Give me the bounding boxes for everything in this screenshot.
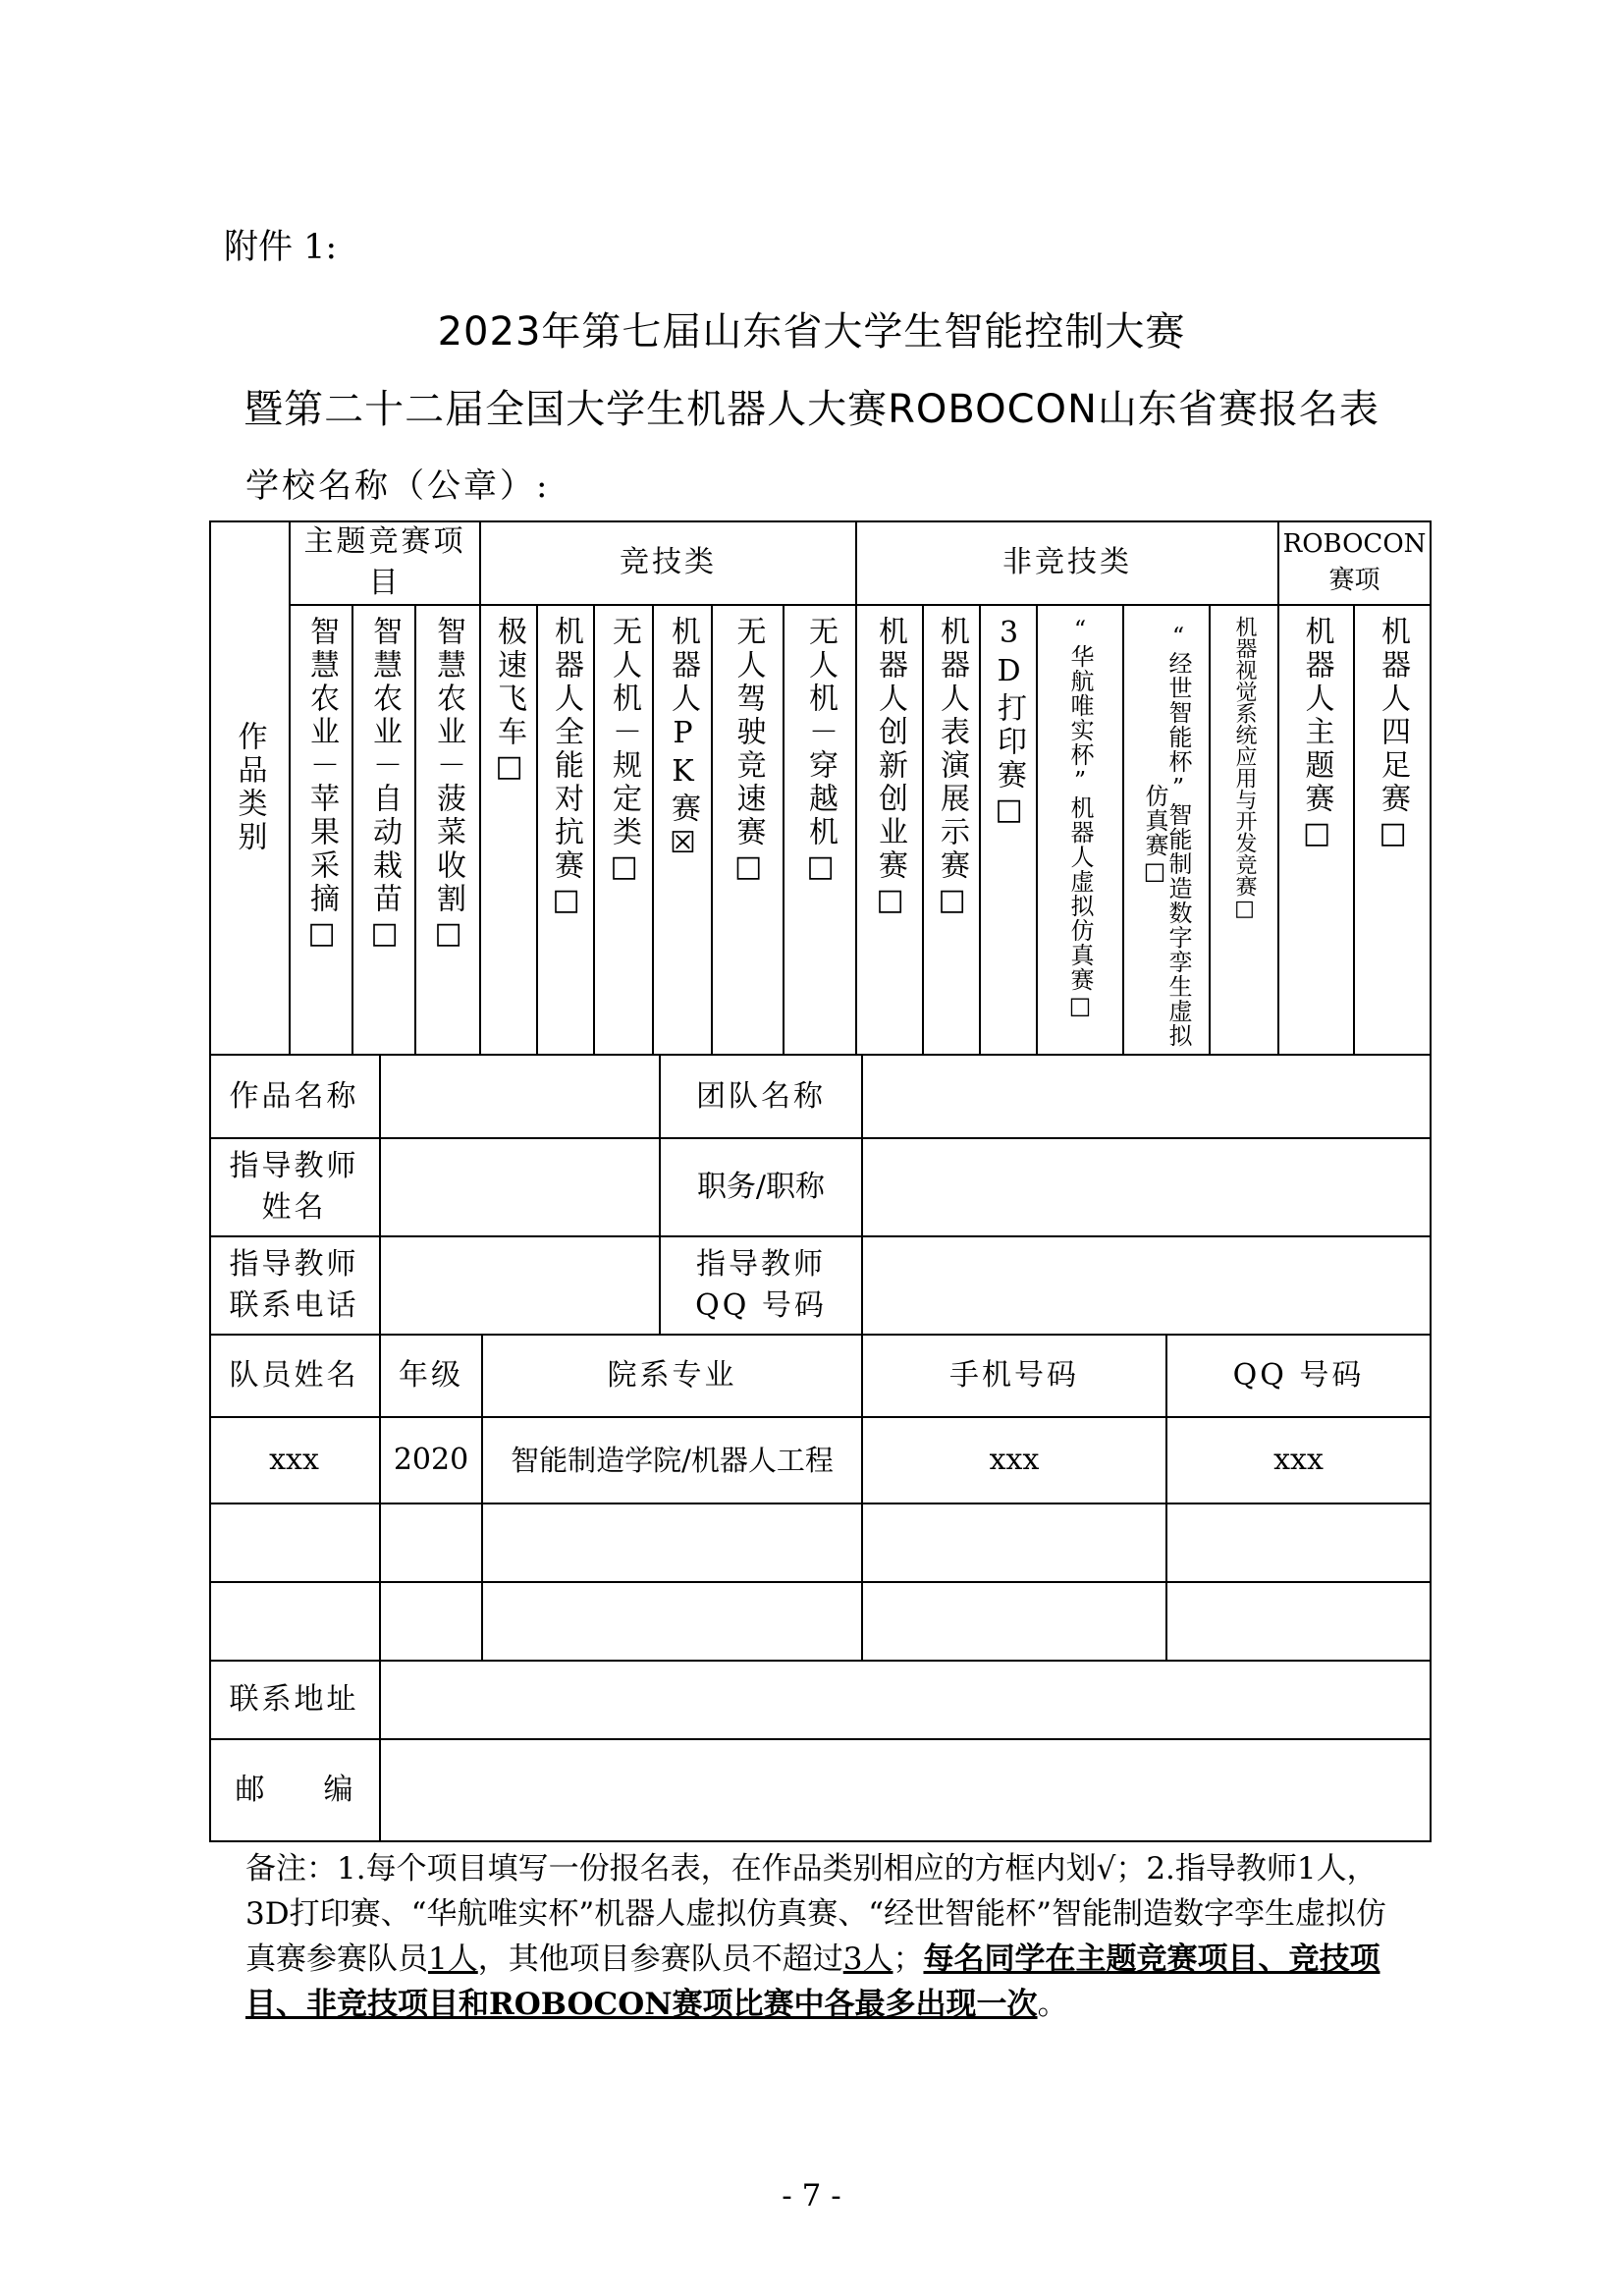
teacher-qq-label: 指导教师QQ 号码 — [661, 1237, 863, 1336]
group-competitive: 竞技类 — [481, 520, 857, 606]
member-grade-cell[interactable] — [381, 1583, 483, 1662]
member-phone-cell[interactable]: xxx — [863, 1418, 1167, 1504]
form-title-line2: 暨第二十二届全国大学生机器人大赛ROBOCON山东省赛报名表 — [243, 387, 1380, 432]
note-text — [245, 1846, 1394, 2027]
item-cell[interactable] — [713, 606, 784, 1056]
item-cell[interactable] — [291, 606, 353, 1056]
teacher-name-label: 指导教师姓名 — [209, 1139, 381, 1237]
item-quadruped: 机器人四足赛□ — [1376, 616, 1410, 854]
member-qq-cell[interactable] — [1167, 1504, 1432, 1583]
item-fpv-drone: 无人机－穿越机□ — [803, 616, 838, 888]
item-huahang-sim: “华航唯实杯”机器人虚拟仿真赛□ — [1066, 616, 1094, 1020]
teacher-phone-label: 指导教师联系电话 — [209, 1237, 381, 1336]
item-cell[interactable] — [1211, 606, 1279, 1056]
member-major-cell[interactable] — [483, 1583, 863, 1662]
team-name-label: 团队名称 — [661, 1056, 863, 1139]
work-name-label: 作品名称 — [209, 1056, 381, 1139]
member-grade-cell[interactable]: 2020 — [381, 1418, 483, 1504]
note-end: 。 — [1037, 1987, 1068, 2022]
item-cell[interactable] — [784, 606, 857, 1056]
category-label: 作品类别 — [232, 720, 267, 854]
item-driverless-racing: 无人驾驶竞速赛□ — [730, 616, 766, 888]
item-spinach-harvest: 智慧农业－菠菜收割□ — [431, 616, 465, 955]
item-cell[interactable] — [924, 606, 981, 1056]
teacher-name-input[interactable] — [381, 1139, 661, 1237]
member-grade-cell[interactable] — [381, 1504, 483, 1583]
member-qq-cell[interactable]: xxx — [1167, 1418, 1432, 1504]
item-robocon-theme: 机器人主题赛□ — [1299, 616, 1334, 854]
item-3d-printing: 3D打印赛□ — [992, 616, 1026, 831]
attachment-label: 附件 1: — [224, 228, 338, 267]
postcode-label: 邮 编 — [209, 1740, 381, 1842]
item-cell[interactable] — [416, 606, 481, 1056]
item-apple-picking: 智慧农业－苹果采摘□ — [304, 616, 339, 955]
member-header-major: 院系专业 — [483, 1336, 863, 1418]
work-name-input[interactable] — [381, 1056, 661, 1139]
member-header-phone: 手机号码 — [863, 1336, 1167, 1418]
note-bold-rule: 每名同学在主题竞赛项目、竞技项目、非竞技项目和ROBOCON赛项比赛中各最多出现一次 — [245, 1941, 1380, 2022]
teacher-qq-input[interactable] — [863, 1237, 1432, 1336]
item-performance-show: 机器人表演展示赛□ — [935, 616, 969, 921]
item-innovation-startup: 机器人创新创业赛□ — [873, 616, 907, 921]
note-three-person: 3人 — [842, 1941, 893, 1977]
member-header-qq: QQ 号码 — [1167, 1336, 1432, 1418]
item-robot-pk: 机器人PK赛☒ — [666, 616, 700, 864]
member-name-cell[interactable] — [209, 1504, 381, 1583]
item-speed-car: 极速飞车□ — [492, 616, 526, 788]
item-cell[interactable] — [1038, 606, 1124, 1056]
member-major-cell[interactable]: 智能制造学院/机器人工程 — [483, 1418, 863, 1504]
item-machine-vision: 机器视觉系统应用与开发竞赛□ — [1232, 616, 1257, 921]
school-name-label: 学校名称（公章）: — [245, 466, 551, 506]
item-cell[interactable] — [654, 606, 713, 1056]
team-name-input[interactable] — [863, 1056, 1432, 1139]
postcode-input[interactable] — [381, 1740, 1432, 1842]
item-cell[interactable] — [538, 606, 595, 1056]
item-cell[interactable] — [1355, 606, 1432, 1056]
item-cell[interactable] — [595, 606, 654, 1056]
item-drone-specified: 无人机－规定类□ — [607, 616, 641, 888]
registration-form-table — [209, 520, 1432, 1842]
item-auto-seedling: 智慧农业－自动栽苗□ — [367, 616, 402, 955]
note-one-person: 1人 — [428, 1941, 478, 1977]
item-cell[interactable] — [353, 606, 416, 1056]
job-title-label: 职务/职称 — [661, 1139, 863, 1237]
group-robocon: ROBOCON赛项 — [1279, 520, 1432, 606]
member-header-grade: 年级 — [381, 1336, 483, 1418]
member-header-name: 队员姓名 — [209, 1336, 381, 1418]
member-name-cell[interactable]: xxx — [209, 1418, 381, 1504]
member-phone-cell[interactable] — [863, 1583, 1167, 1662]
group-noncompetitive: 非竞技类 — [857, 520, 1279, 606]
item-cell[interactable] — [1279, 606, 1355, 1056]
member-qq-cell[interactable] — [1167, 1583, 1432, 1662]
note-part3: ； — [893, 1941, 924, 1977]
item-cell[interactable] — [857, 606, 924, 1056]
page-number: - 7 - — [782, 2178, 841, 2214]
member-major-cell[interactable] — [483, 1504, 863, 1583]
address-input[interactable] — [381, 1662, 1432, 1740]
address-label: 联系地址 — [209, 1662, 381, 1740]
form-title-line1: 2023年第七届山东省大学生智能控制大赛 — [437, 309, 1186, 355]
item-jingshi-digital-twin: “经世智能杯”智能制造数字孪生虚拟仿真赛□ — [1141, 622, 1192, 1048]
item-cell[interactable] — [1124, 606, 1211, 1056]
member-phone-cell[interactable] — [863, 1504, 1167, 1583]
category-label-cell — [209, 520, 291, 1056]
job-title-input[interactable] — [863, 1139, 1432, 1237]
item-cell[interactable] — [481, 606, 538, 1056]
group-theme: 主题竞赛项目 — [291, 520, 481, 606]
teacher-phone-input[interactable] — [381, 1237, 661, 1336]
item-all-round-combat: 机器人全能对抗赛□ — [549, 616, 583, 921]
item-cell[interactable] — [981, 606, 1038, 1056]
note-part2: ，其他项目参赛队员不超过 — [477, 1941, 843, 1977]
member-name-cell[interactable] — [209, 1583, 381, 1662]
note-part1: 备注：1.每个项目填写一份报名表，在作品类别相应的方框内划√；2.指导教师1人，3D打印赛、“华航唯实杯”机器人虚拟仿真赛、“经世智能杯”智能制造数字孪生虚拟仿真赛参赛队员 — [245, 1851, 1386, 1977]
